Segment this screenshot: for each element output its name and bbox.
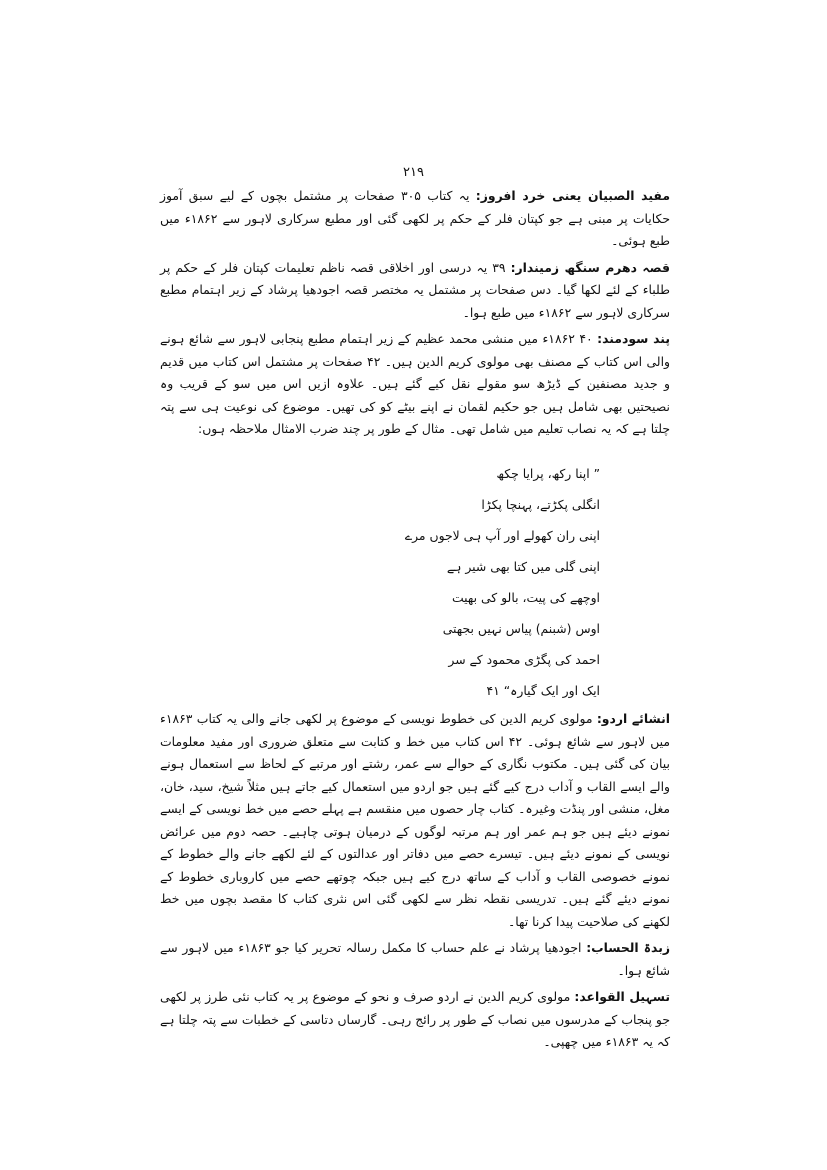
proverb-line: انگلی پکڑتے، پہنچا پکڑا xyxy=(481,497,600,512)
proverb-list xyxy=(400,458,600,706)
bottom-section xyxy=(160,708,670,1058)
paragraph-heading: انشائے اردو: xyxy=(596,711,670,726)
paragraph-body: ۳۹ یہ درسی اور اخلاقی قصہ ناظم تعلیمات کپتان فلر کے حکم پر طلباء کے لئے لکھا گیا۔ دس صفحات پر مشتمل یہ مختصر قصہ اجودھیا پرشاد کے زیر اہتمام مطبع سرکاری لاہور سے ۱۸۶۲ء میں طبع ہوا۔ xyxy=(160,259,670,320)
proverb-line: ” اپنا رکھ، پرایا چکھ xyxy=(496,466,600,481)
paragraph-tasheel-ul-qawaid xyxy=(160,986,670,1054)
top-section xyxy=(160,185,670,445)
page-number: ۲۱۹ xyxy=(403,165,424,180)
proverb-line: اوچھے کی پیت، بالو کی بھیت xyxy=(451,590,600,605)
proverb-line: اپنی ران کھولے اور آپ ہی لاجوں مرے xyxy=(404,528,600,543)
paragraph-heading: تسہیل القواعد: xyxy=(574,989,670,1004)
paragraph-heading: زبدۃ الحساب: xyxy=(586,940,670,955)
paragraph-pand-sudmand xyxy=(160,328,670,441)
paragraph-body: یہ کتاب ۳۰۵ صفحات پر مشتمل بچوں کے لیے سبق آموز حکایات پر مبنی ہے جو کپتان فلر کے حکم پر لکھی گئی اور مطبع سرکاری لاہور سے ۱۸۶۲ء میں طبع ہوئی۔ xyxy=(160,188,670,248)
proverb-line: احمد کی پگڑی محمود کے سر xyxy=(448,652,600,667)
paragraph-body: مولوی کریم الدین نے اردو صرف و نحو کے موضوع پر یہ کتاب نئی طرز پر لکھی جو پنجاب کے مدرسوں میں نصاب کے طور پر رائج رہی۔ گارساں دتاسی کے خطبات سے پتہ چلتا ہے کہ یہ ۱۸۶۳ء میں چھپی۔ xyxy=(160,989,670,1049)
paragraph-mufid-ul-sibyan xyxy=(160,185,670,253)
paragraph-zubdat-ul-hisab xyxy=(160,937,670,982)
paragraph-body: مولوی کریم الدین کی خطوط نویسی کے موضوع پر لکھی جانے والی یہ کتاب ۱۸۶۳ء میں لاہور سے شائع ہوئی۔ ۴۲ اس کتاب میں خط و کتابت سے متعلق ضروری اور مفید معلومات بیان کی گئی ہیں۔ مکتوب نگاری کے حوالے سے عمر، رشتے اور مرتبے کے لحاظ سے استعمال ہونے والے ایسے القاب و آداب درج کیے گئے ہیں جو اردو میں استعمال کیے جاتے ہیں مثلاً شیخ، سید، خان، مغل، منشی اور پنڈت وغیرہ۔ کتاب چار حصوں میں منقسم ہے پہلے حصے میں خط نویسی کے ایسے نمونے دیئے ہیں جو ہم عمر اور ہم مرتبہ لوگوں کے درمیان ہوتی چاہیے۔ حصہ دوم میں عرائض نویسی کے نمونے دیئے ہیں۔ تیسرے حصے میں دفاتر اور عدالتوں کے لئے لکھے جانے والے خطوط کے نمونے خصوصی القاب و آداب کے ساتھ درج کیے ہیں جبکہ چوتھے حصے میں کاروباری خطوط کے نمونے دیئے گئے ہیں۔ تدریسی نقطہ نظر سے لکھی گئی اس نثری کتاب کا مقصد بچوں میں خط لکھنے کی صلاحیت پیدا کرنا تھا۔ xyxy=(160,711,670,929)
paragraph-qissa-dharam-singh xyxy=(160,257,670,325)
paragraph-heading: قصہ دھرم سنگھ زمیندار: xyxy=(510,259,670,275)
proverb-line: ایک اور ایک گیارہ“ ۴۱ xyxy=(486,683,600,698)
paragraph-heading: پند سودمند: xyxy=(597,331,670,346)
paragraph-body: اجودھیا پرشاد نے علم حساب کا مکمل رسالہ تحریر کیا جو ۱۸۶۳ء میں لاہور سے شائع ہوا۔ xyxy=(160,940,670,978)
paragraph-heading: مفید الصبیان یعنی خرد افروز: xyxy=(475,188,670,203)
proverb-line: اوس (شبنم) پیاس نہیں بجھتی xyxy=(442,621,600,636)
paragraph-inshae-urdu xyxy=(160,708,670,933)
proverb-line: اپنی گلی میں کتا بھی شیر ہے xyxy=(446,559,600,574)
paragraph-body: ۴۰ ۱۸۶۲ء میں منشی محمد عظیم کے زیر اہتمام مطبع پنجابی لاہور سے شائع ہونے والی اس کتاب کے مصنف بھی مولوی کریم الدین ہیں۔ ۴۲ صفحات پر مشتمل اس کتاب میں قدیم و جدید مصنفین کے ڈیڑھ سو مقولے نقل کیے گئے ہیں۔ علاوہ ازیں اس میں سو کے قریب وہ نصیحتیں بھی شامل ہیں جو حکیم لقمان نے اپنے بیٹے کو کی تھیں۔ موضوع کی نوعیت ہی سے پتہ چلتا ہے کہ یہ نصاب تعلیم میں شامل تھی۔ مثال کے طور پر چند ضرب الامثال ملاحظہ ہوں: xyxy=(160,331,671,436)
